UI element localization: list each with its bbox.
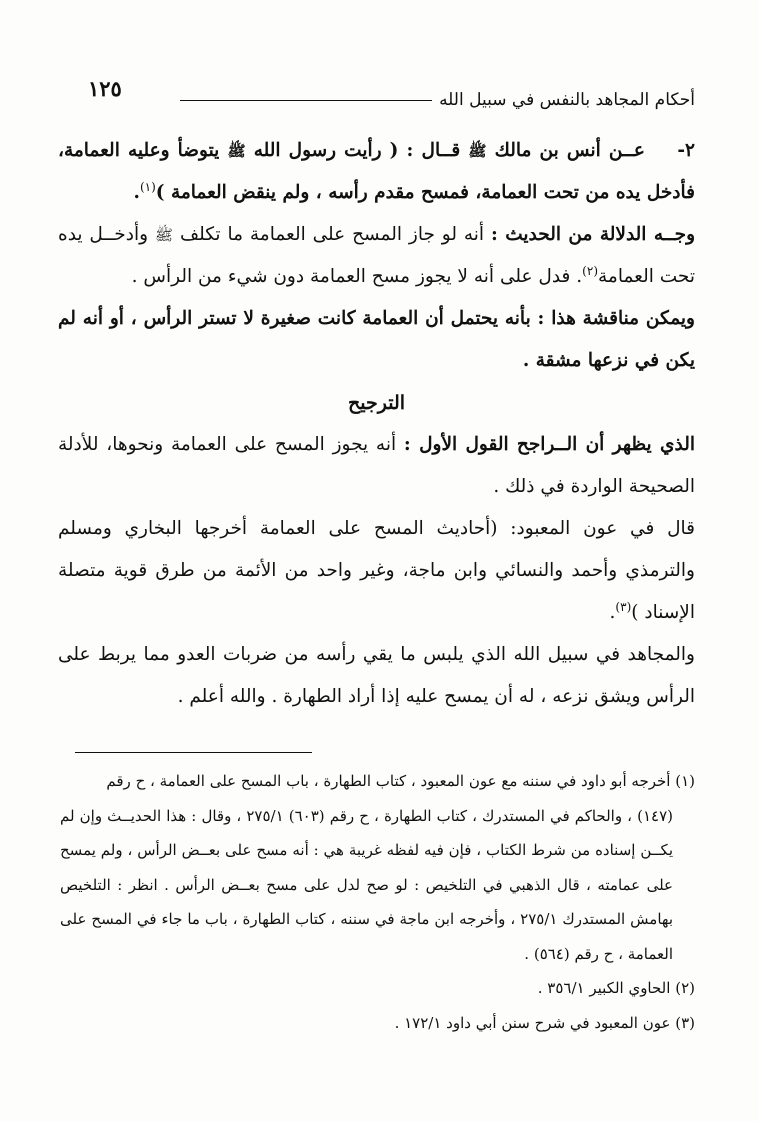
evidence-paragraph: وجــه الدلالة من الحديث : أنه لو جاز المسح على العمامة ما تكلف ﷺ وأدخــل يده تحت العمامة$^{(٢)}$. فدل على أنه لا يجوز مسح العمامة دون شيء من الرأس .	[58, 224, 695, 287]
footnote-marker-1[interactable]: (١)	[139, 179, 156, 194]
footnote-3: (٣) عون المعبود في شرح سنن أبي داود ١٧٢/١ .	[394, 1013, 695, 1032]
discussion-paragraph: ويمكن مناقشة هذا : بأنه يحتمل أن العمامة كانت صغيرة لا تستر الرأس ، أو أنه لم يكن في نزعها مشقة .	[58, 308, 695, 371]
tarjih-paragraph: الذي يظهر أن الــراجح القول الأول : أنه يجوز المسح على العمامة ونحوها، للأدلة الصحيحة الواردة في ذلك .	[58, 434, 695, 497]
evidence-label: وجــه الدلالة من الحديث :	[490, 224, 695, 245]
hadith-paragraph: ٢- عــن أنس بن مالك ﷺ قــال : ( رأيت رسول الله ﷺ يتوضأ وعليه العمامة، فأدخل يده من تحت العمامة، فمسح مقدم رأسه ، ولم ينقض العمامة )$^{(١)}$.	[58, 140, 695, 203]
hadith-number: ٢-	[677, 140, 695, 161]
awn-quote-paragraph: قال في عون المعبود: (أحاديث المسح على العمامة أخرجها البخاري ومسلم والترمذي وأحمد والنسائي وابن ماجة، وغير واحد من الأئمة من طرق قوية متصلة الإسناد )$^{(٣)}$.	[58, 518, 695, 623]
footnote-2: (٢) الحاوي الكبير ٣٥٦/١ .	[537, 979, 695, 997]
main-text	[58, 130, 695, 718]
prophet-honorific: ﷺ	[227, 142, 246, 160]
footnote-2-number: (٢)	[675, 979, 695, 997]
footnotes	[60, 764, 695, 1040]
section-heading-tarjih: الترجيح	[347, 392, 406, 414]
prophet-honorific: ﷺ	[154, 226, 174, 244]
footnote-separator	[75, 752, 312, 753]
footnote-1-continuation: (١٤٧) ، والحاكم في المستدرك ، كتاب الطهارة ، ح رقم (٦٠٣) ٢٧٥/١ ، وقال : هذا الحديــث وإن لم يكــن إسناده من شرط الكتاب ، فإن فيه لفظه غريبة هي : أنه مسح على بعــض الرأس ، ولم يمسح على عمامته ، قال الذهبي في التلخيص : لو صح لدل على مسح بعــض الرأس . انظر : التلخيص بهامش المستدرك ٢٧٥/١ ، وأخرجه ابن ماجة في سننه ، كتاب الطهارة ، باب ما جاء في المسح على العمامة ، ح رقم (٥٦٤) .	[60, 806, 673, 963]
companion-honorific: ﷺ	[468, 142, 487, 160]
header-rule	[180, 100, 432, 101]
conclusion-paragraph: والمجاهد في سبيل الله الذي يلبس ما يقي رأسه من ضربات العدو مما يربط على الرأس ويشق نزعه ، له أن يمسح عليه إذا أراد الطهارة . والله أعلم .	[58, 644, 695, 707]
footnote-1-number: (١)	[675, 772, 695, 790]
page-number: ١٢٥	[88, 76, 122, 101]
footnote-marker-3[interactable]: (٣)	[615, 599, 632, 614]
footnote-3-number: (٣)	[675, 1013, 695, 1032]
footnote-1: (١) أخرجه أبو داود في سننه مع عون المعبود ، كتاب الطهارة ، باب المسح على العمامة ، ح رقم	[106, 772, 695, 790]
footnote-marker-2[interactable]: (٢)	[582, 263, 598, 278]
running-header-title: أحكام المجاهد بالنفس في سبيل الله	[439, 90, 695, 110]
